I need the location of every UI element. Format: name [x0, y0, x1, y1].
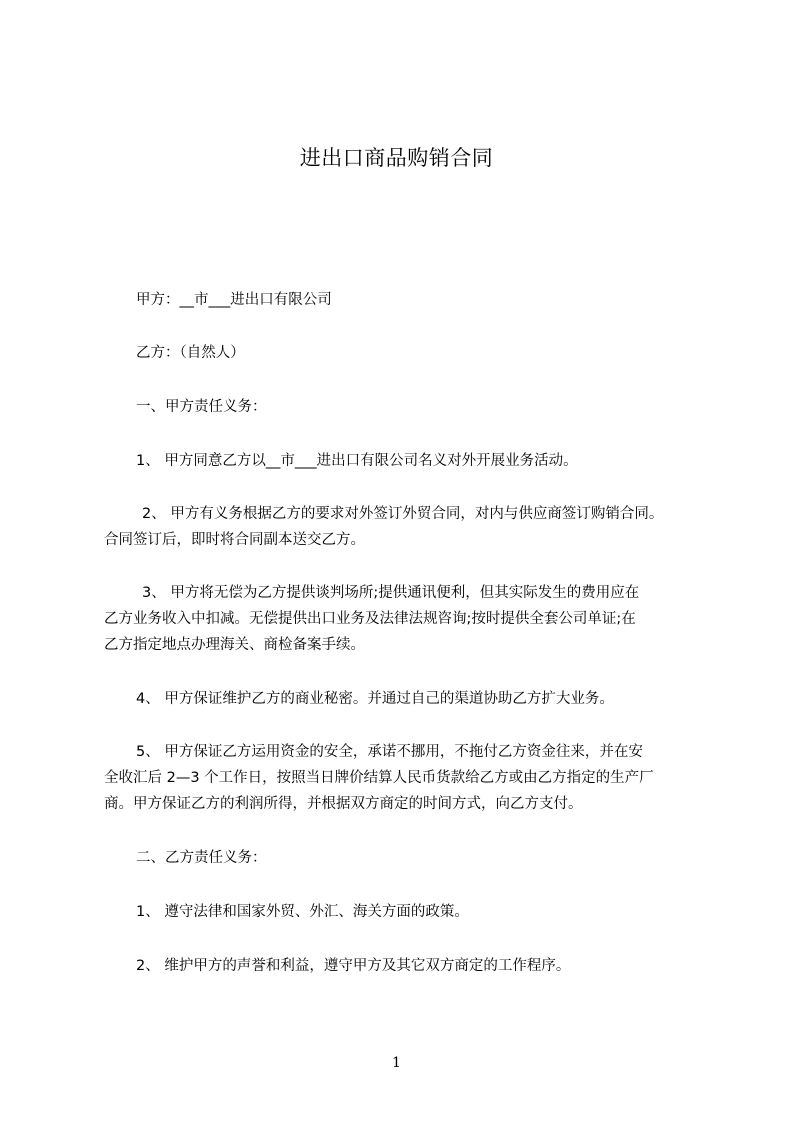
party-a: 甲方：__市___进出口有限公司	[136, 292, 332, 308]
section-1-item-2-line-1: 2、 甲方有义务根据乙方的要求对外签订外贸合同，对内与供应商签订购销合同。	[142, 506, 664, 522]
section-2-item-2: 2、 维护甲方的声誉和利益，遵守甲方及其它双方商定的工作程序。	[136, 958, 571, 974]
section-2-heading: 二、乙方责任义务：	[136, 850, 267, 866]
section-1-heading: 一、甲方责任义务：	[136, 399, 267, 415]
section-1-item-5-line-3: 商。甲方保证乙方的利润所得，并根据双方商定的时间方式，向乙方支付。	[104, 796, 583, 812]
page-number: 1	[392, 1055, 401, 1071]
section-1-item-3-line-3: 乙方指定地点办理海关、商检备案手续。	[104, 637, 365, 653]
section-1-item-4: 4、 甲方保证维护乙方的商业秘密。并通过自己的渠道协助乙方扩大业务。	[136, 691, 614, 707]
section-1-item-3-line-1: 3、 甲方将无偿为乙方提供谈判场所;提供通讯便利，但其实际发生的费用应在	[142, 585, 640, 601]
section-2-item-1: 1、 遵守法律和国家外贸、外汇、海关方面的政策。	[136, 904, 469, 920]
section-1-item-2-line-2: 合同签订后，即时将合同副本送交乙方。	[104, 532, 365, 548]
section-1-item-3-line-2: 乙方业务收入中扣减。无偿提供出口业务及法律法规咨询;按时提供全套公司单证;在	[104, 611, 636, 627]
party-b: 乙方：（自然人）	[136, 345, 245, 361]
section-1-item-1: 1、 甲方同意乙方以__市___进出口有限公司名义对外开展业务活动。	[136, 453, 578, 469]
section-1-item-5-line-2: 全收汇后 2—3 个工作日，按照当日牌价结算人民币货款给乙方或由乙方指定的生产厂	[104, 770, 654, 786]
section-1-item-5-line-1: 5、 甲方保证乙方运用资金的安全，承诺不挪用，不拖付乙方资金往来，并在安	[136, 744, 643, 760]
document-title: 进出口商品购销合同	[299, 146, 494, 170]
